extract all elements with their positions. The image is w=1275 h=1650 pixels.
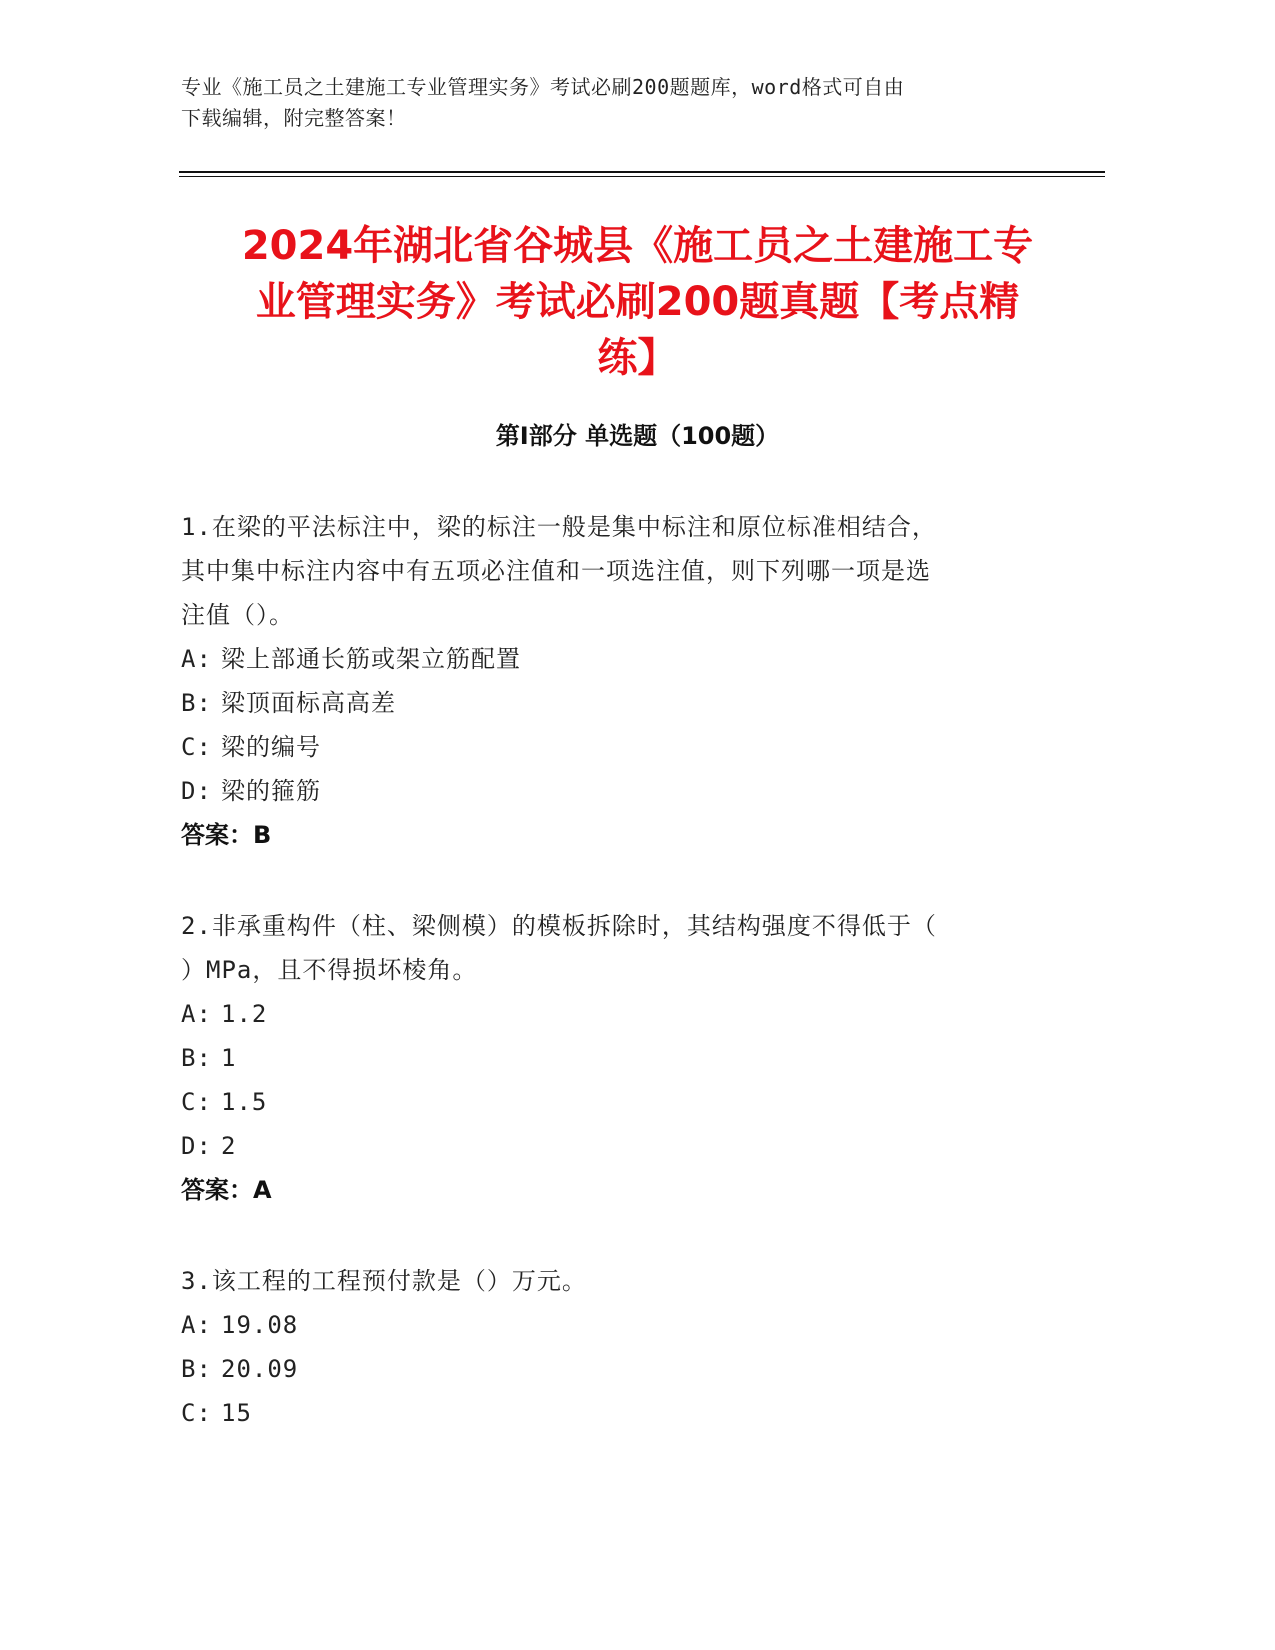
question-stem: 2.非承重构件（柱、梁侧模）的模板拆除时，其结构强度不得低于（ (181, 912, 937, 940)
option-b (181, 1036, 1041, 1080)
document-title (160, 218, 1115, 386)
option-letter: A: (181, 1311, 212, 1339)
option-text: 梁的箍筋 (221, 777, 321, 805)
question-list (181, 505, 1041, 1482)
option-text: 梁的编号 (221, 733, 321, 761)
option-text: 1.2 (221, 1000, 268, 1028)
header-divider-thin (179, 176, 1105, 177)
option-letter: B: (181, 689, 212, 717)
question-stem: 3.该工程的工程预付款是（）万元。 (181, 1267, 587, 1295)
option-letter: A: (181, 645, 212, 673)
title-line: 2024年湖北省谷城县《施工员之土建施工专 (241, 223, 1034, 269)
section-heading: 第I部分 单选题（100题） (495, 422, 780, 450)
option-a (181, 992, 1041, 1036)
header-divider-thick (179, 171, 1105, 173)
option-letter: A: (181, 1000, 212, 1028)
title-line: 练】 (597, 335, 678, 381)
option-text: 20.09 (221, 1355, 299, 1383)
option-c (181, 1391, 1041, 1435)
option-letter: C: (181, 733, 212, 761)
header-note-line: 专业《施工员之土建施工专业管理实务》考试必刷200题题库，word格式可自由 (181, 75, 905, 99)
option-c (181, 725, 1041, 769)
question-stem: ）MPa，且不得损坏棱角。 (181, 956, 478, 984)
option-letter: B: (181, 1044, 212, 1072)
title-line: 业管理实务》考试必刷200题真题【考点精 (255, 279, 1020, 325)
option-c (181, 1080, 1041, 1124)
option-text: 15 (221, 1399, 252, 1427)
question-stem: 注值（）。 (181, 601, 294, 629)
header-note-line: 下载编辑，附完整答案！ (181, 106, 407, 130)
option-a (181, 1303, 1041, 1347)
option-a (181, 637, 1041, 681)
option-d (181, 769, 1041, 813)
option-text: 1.5 (221, 1088, 268, 1116)
option-letter: D: (181, 1132, 212, 1160)
option-text: 梁顶面标高高差 (221, 689, 396, 717)
option-text: 19.08 (221, 1311, 299, 1339)
answer-label: 答案：A (181, 1176, 272, 1204)
option-text: 梁上部通长筋或架立筋配置 (221, 645, 521, 673)
option-letter: D: (181, 777, 212, 805)
question-stem: 1.在梁的平法标注中，梁的标注一般是集中标注和原位标准相结合， (181, 513, 937, 541)
option-letter: C: (181, 1399, 212, 1427)
option-text: 1 (221, 1044, 237, 1072)
option-letter: B: (181, 1355, 212, 1383)
header-note (181, 72, 1081, 134)
option-d (181, 1124, 1041, 1168)
option-letter: C: (181, 1088, 212, 1116)
option-b (181, 1347, 1041, 1391)
question-1 (181, 505, 1041, 857)
question-3 (181, 1259, 1041, 1435)
option-b (181, 681, 1041, 725)
answer-label: 答案：B (181, 821, 272, 849)
option-text: 2 (221, 1132, 237, 1160)
question-stem: 其中集中标注内容中有五项必注值和一项选注值，则下列哪一项是选 (181, 557, 931, 585)
question-2 (181, 904, 1041, 1212)
